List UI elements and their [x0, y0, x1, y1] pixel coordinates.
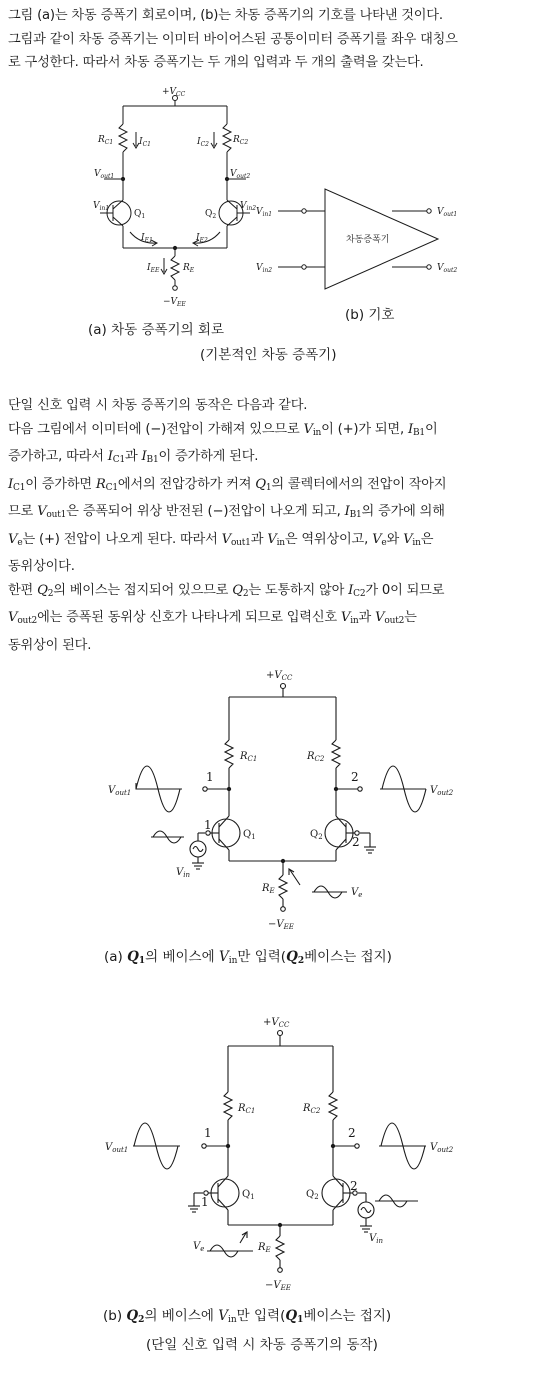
fig1-q2-label: $Q_2$	[205, 209, 217, 220]
fig2-vout1-label: $V_{out1}$	[108, 785, 132, 797]
fig2-vin-label: $V_{in}$	[176, 867, 190, 879]
fig1-vin2-label: $V_{in2}$	[240, 201, 257, 212]
fig1-caption-main: (기본적인 차동 증폭기)	[200, 347, 337, 363]
fig3-caption-main: (단일 신호 입력 시 차동 증폭기의 동작)	[146, 1337, 378, 1353]
fig1-vin1-label: $V_{in1}$	[93, 201, 110, 212]
fig2-rc2-label: $R_{C2}$	[307, 751, 325, 763]
fig3-vout2-label: $V_{out2}$	[430, 1142, 454, 1154]
fig1-ie2-label: $I_{E2}$	[196, 233, 208, 244]
fig2-re-label: $R_E$	[262, 883, 275, 895]
fig3-vin-label: $V_{in}$	[369, 1233, 383, 1245]
fig2-ve-label: $V_e$	[351, 887, 363, 899]
body-line-4: IC1이 증가하면 RC1에서의 전압강하가 커져 Q1의 콜렉터에서의 전압이 작아지	[8, 476, 447, 493]
fig3-rc1-label: $R_{C1}$	[238, 1103, 256, 1115]
body-line-2: 다음 그림에서 이미터에 (−)전압이 가해져 있으므로 Vin이 (+)가 되면, IB1이	[8, 421, 438, 438]
fig1-symbol-text: 차동증폭기	[346, 235, 390, 245]
body-line-5: 므로 Vout1은 증폭되어 위상 반전된 (−)전압이 나오게 되고, IB1의 증가에 의해	[8, 504, 445, 520]
fig1-ic1-label: $I_{C1}$	[139, 137, 151, 148]
fig2-node-2b: 2	[352, 835, 360, 849]
body-paragraph	[8, 394, 542, 657]
fig1-re-label: $R_E$	[183, 263, 195, 274]
fig1-ic2-label: $I_{C2}$	[197, 137, 209, 148]
body-line-1: 단일 신호 입력 시 차동 증폭기의 동작은 다음과 같다.	[8, 398, 308, 413]
intro-line-3: 로 구성한다. 따라서 차동 증폭기는 두 개의 입력과 두 개의 출력을 갖는다.	[8, 55, 424, 70]
figure-3-circuit	[0, 990, 550, 1320]
fig1-iee-label: $I_{EE}$	[147, 263, 160, 274]
fig2-node-1b: 1	[204, 818, 212, 832]
body-line-10: 동위상이 된다.	[8, 637, 92, 653]
fig2-vout2-label: $V_{out2}$	[430, 785, 454, 797]
fig3-re-label: $R_E$	[258, 1242, 271, 1254]
fig1-ie1-label: $I_{E1}$	[141, 233, 153, 244]
fig3-node-1: 1	[204, 1126, 212, 1140]
fig3-caption: (b) Q2의 베이스에 Vin만 입력(Q1베이스는 접지)	[103, 1308, 392, 1325]
fig1-sym-vout2: $V_{out2}$	[437, 263, 458, 274]
fig1-rc1-label: $R_{C1}$	[98, 135, 114, 146]
body-line-8: 한편 Q2의 베이스는 접지되어 있으므로 Q2는 도통하지 않아 IC2가 0이 되므로	[8, 582, 445, 599]
fig3-vout1-label: $V_{out1}$	[105, 1142, 129, 1154]
fig2-vcc-label: $+V_{CC}$	[266, 670, 293, 682]
figure-1-circuit	[0, 82, 550, 332]
intro-line-1: 그림 (a)는 차동 증폭기 회로이며, (b)는 차동 증폭기의 기호를 나타낸 것이다.	[8, 8, 443, 23]
fig2-node-2: 2	[351, 770, 359, 784]
fig3-rc2-label: $R_{C2}$	[303, 1103, 321, 1115]
body-line-7: 동위상이다.	[8, 559, 75, 574]
fig3-vee-label: $-V_{EE}$	[265, 1280, 291, 1292]
fig1-vee-label: $-V_{EE}$	[163, 297, 186, 308]
body-line-9: Vout2에는 증폭된 동위상 신호가 나타나게 되므로 입력신호 Vin과 Vout2는	[8, 610, 417, 626]
figure-2-circuit	[0, 665, 550, 975]
fig1-caption-a: (a) 차동 증폭기의 회로	[88, 322, 225, 338]
fig1-sym-vout1: $V_{out1}$	[437, 207, 458, 218]
fig1-q1-label: $Q_1$	[134, 209, 146, 220]
fig1-vout2-label: $V_{out2}$	[230, 169, 251, 180]
fig1-rc2-label: $R_{C2}$	[233, 135, 249, 146]
body-line-6: Ve는 (+) 전압이 나오게 된다. 따라서 Vout1과 Vin은 역위상이고, Ve와 Vin은	[8, 531, 434, 548]
fig3-ve-label: $V_e$	[193, 1241, 205, 1253]
fig2-caption: (a) Q1의 베이스에 Vin만 입력(Q2베이스는 접지)	[104, 949, 392, 966]
fig1-vcc-label: $+V_{CC}$	[162, 87, 186, 98]
fig1-sym-vin2: $V_{in2}$	[256, 263, 273, 274]
fig2-q2-label: $Q_2$	[310, 829, 323, 841]
fig1-caption-b: (b) 기호	[345, 307, 395, 323]
fig3-node-1b: 1	[201, 1195, 209, 1209]
fig3-vcc-label: $+V_{CC}$	[263, 1017, 290, 1029]
fig2-vee-label: $-V_{EE}$	[268, 919, 294, 931]
fig2-node-1: 1	[206, 770, 214, 784]
fig2-rc1-label: $R_{C1}$	[240, 751, 258, 763]
intro-line-2: 그림과 같이 차동 증폭기는 이미터 바이어스된 공통이미터 증폭기를 좌우 대칭으	[8, 31, 458, 47]
fig1-vout1-label: $V_{out1}$	[94, 169, 115, 180]
fig3-node-2: 2	[348, 1126, 356, 1140]
fig3-q1-label: $Q_1$	[242, 1189, 255, 1201]
body-line-3: 증가하고, 따라서 IC1과 IB1이 증가하게 된다.	[8, 449, 259, 465]
fig3-q2-label: $Q_2$	[306, 1189, 319, 1201]
fig1-sym-vin1: $V_{in1}$	[256, 207, 273, 218]
fig2-q1-label: $Q_1$	[243, 829, 256, 841]
fig3-node-2b: 2	[350, 1179, 358, 1193]
intro-paragraph	[8, 4, 542, 75]
